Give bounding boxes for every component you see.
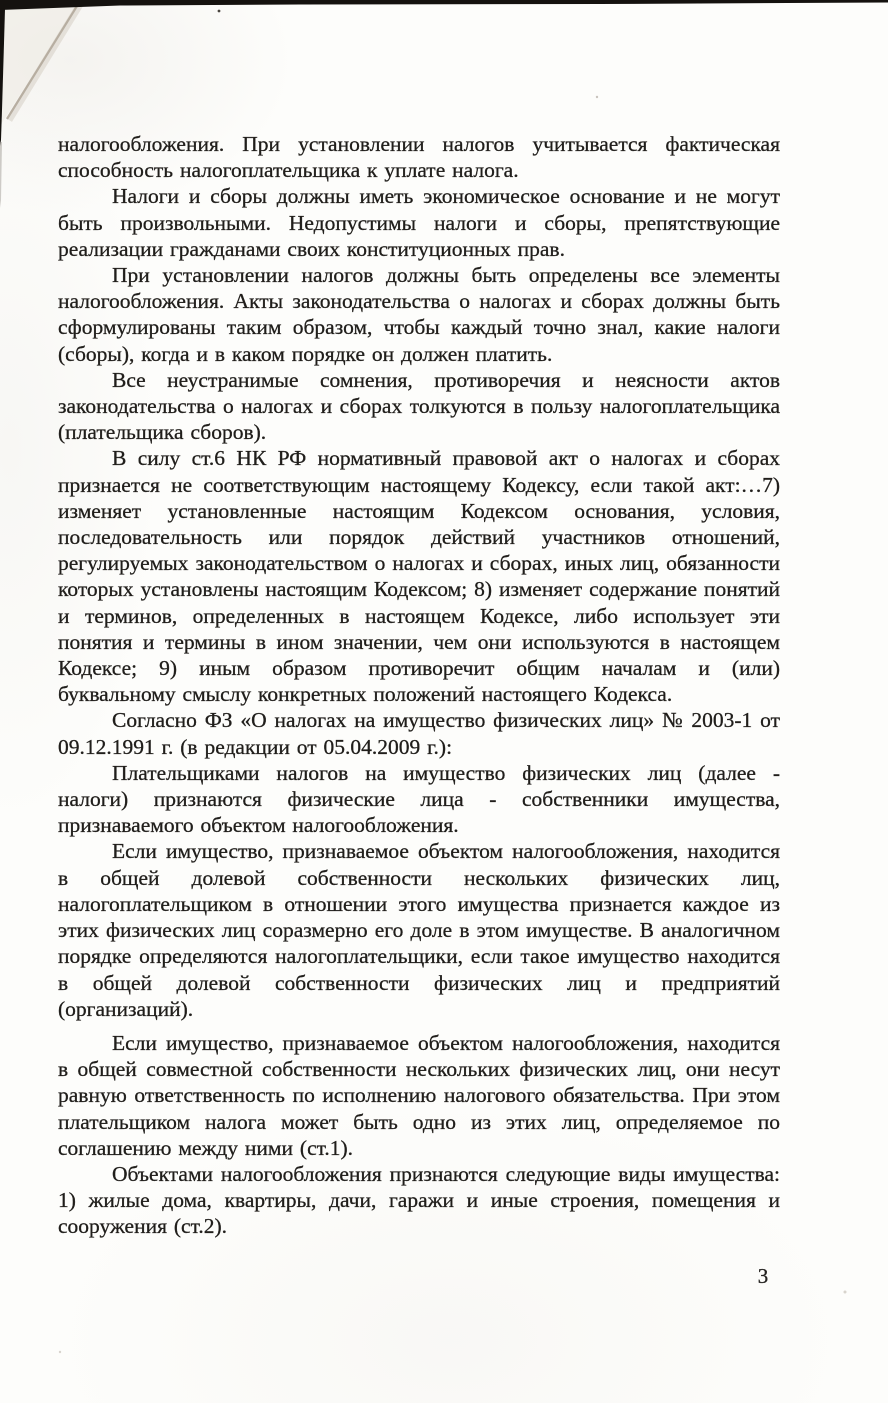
paragraph: При установлении налогов должны быть определены все элементы налогообложения. Акты законодательства о налогах и сборах должны быть сформулированы таким образом, чтобы каждый точно знал, какие налоги (сборы), когда и в каком порядке он должен платить. [58, 263, 780, 366]
scan-speck [59, 1351, 61, 1353]
scan-speck [596, 96, 598, 98]
scan-edge-left [0, 8, 5, 146]
paragraph: Если имущество, признаваемое объектом налогообложения, находится в общей долевой собственности нескольких физических лиц, налогоплательщиком в отношении этого имущества признается каждое из этих физических лиц соразмерно его доле в этом имуществе. В аналогичном порядке определяются налогоплательщики, если такое имущество находится в общей долевой собственности физических лиц и предприятий (организаций). [58, 839, 780, 1021]
corner-fold-shade [0, 0, 80, 126]
paragraph: Плательщиками налогов на имущество физических лиц (далее - налоги) признаются физические лица - собственники имущества, признаваемого объектом налогообложения. [58, 760, 780, 838]
paragraph: Если имущество, признаваемое объектом налогообложения, находится в общей совместной собственности нескольких физических лиц, они несут равную ответственность по исполнению налогового обязательства. При этом плательщиком налога может быть одно из этих лиц, определяемое по соглашению между ними (ст.1). [58, 1030, 780, 1160]
scan-edge-top [0, 0, 888, 10]
paragraph: Налоги и сборы должны иметь экономическое основание и не могут быть произвольными. Недопустимы налоги и сборы, препятствующие реализации гражданами своих конституционных прав. [58, 184, 780, 261]
scan-speck [844, 1291, 847, 1294]
paragraph: Объектами налогообложения признаются следующие виды имущества: 1) жилые дома, квартиры, дачи, гаражи и иные строения, помещения и сооружения (ст.2). [58, 1161, 780, 1239]
fold-crease-soft [9, 0, 84, 120]
document-body [58, 131, 780, 1240]
page-number: 3 [757, 1264, 769, 1288]
scan-speck [218, 10, 221, 13]
fold-crease [7, 0, 82, 119]
paragraph: налогообложения. При установлении налогов учитывается фактическая способность налогоплательщика к уплате налога. [58, 132, 780, 183]
paragraph: Согласно ФЗ «О налогах на имущество физических лиц» № 2003-1 от 09.12.1991 г. (в редакции от 05.04.2009 г.): [58, 708, 780, 759]
paragraph: Все неустранимые сомнения, противоречия и неясности актов законодательства о налогах и сборах толкуются в пользу налогоплательщика (плательщика сборов). [58, 367, 780, 445]
scan-edge-left-fade [0, 142, 2, 208]
paragraph: В силу ст.6 НК РФ нормативный правовой акт о налогах и сборах признается не соответствующим настоящему Кодексу, если такой акт:…7) изменяет установленные настоящим Кодексом основания, условия, последовательность или порядок действий участников отношений, регулируемых законодательством о налогах и сборах, иных лиц, обязанности которых установлены настоящим Кодексом; 8) изменяет содержание понятий и терминов, определенных в настоящем Кодексе, либо использует эти понятия и термины в ином значении, чем они используются в настоящем Кодексе; 9) иным образом противоречит общим началам и (или) буквальному смыслу конкретных положений настоящего Кодекса. [58, 446, 780, 707]
